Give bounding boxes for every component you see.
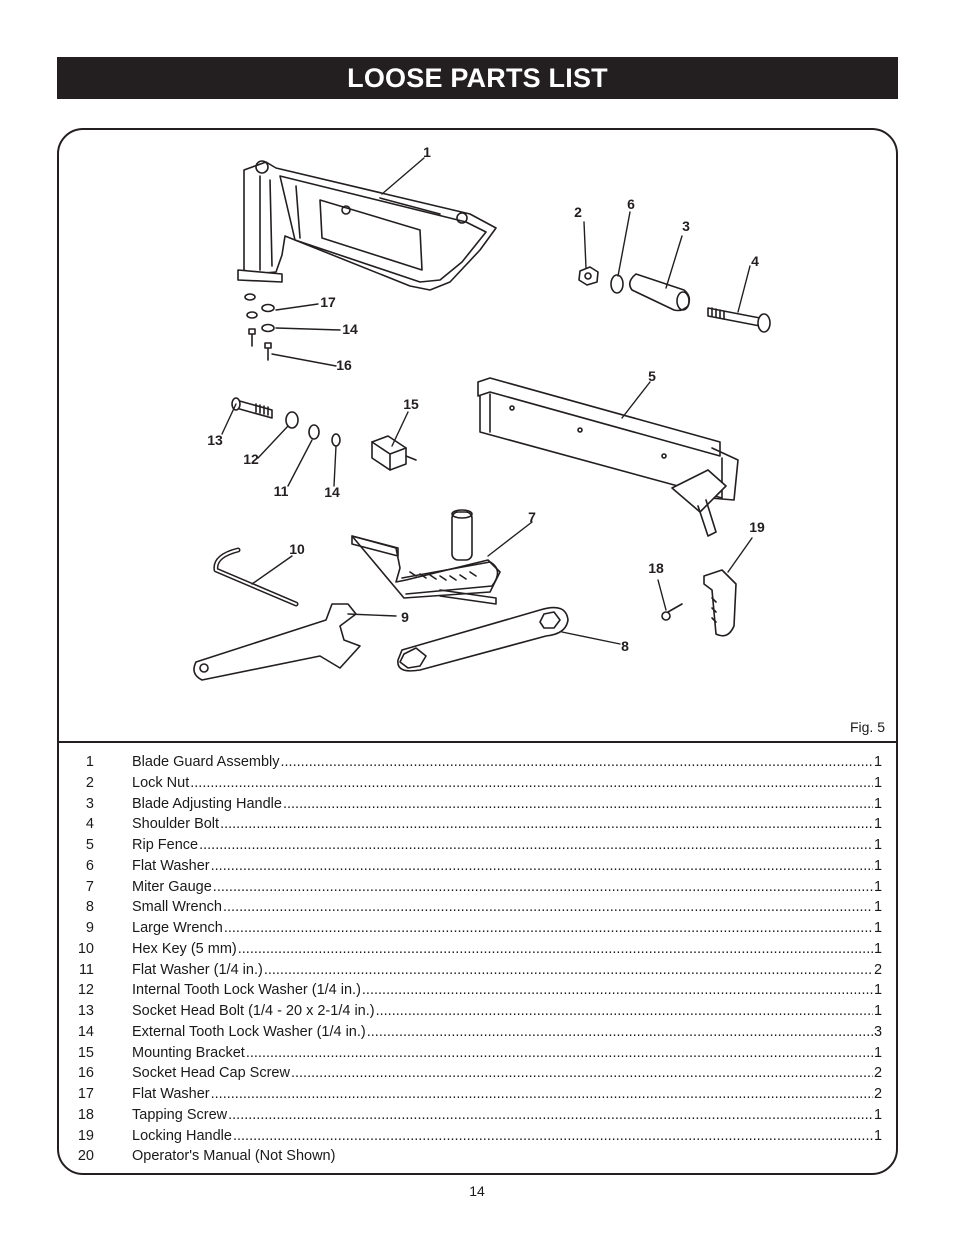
shoulder-bolt-illustration <box>708 308 770 332</box>
part-number: 12 <box>77 982 94 999</box>
part-quantity: 1 <box>874 899 883 916</box>
part-description: Large Wrench <box>132 920 223 936</box>
miter-gauge-illustration <box>352 510 500 604</box>
leader-dots <box>281 754 874 770</box>
part-quantity: 1 <box>874 774 883 791</box>
part-number: 10 <box>77 940 94 957</box>
leader-dots <box>246 1045 873 1061</box>
leader-dots <box>367 1024 873 1040</box>
locking-handle-illustration <box>704 570 736 636</box>
blade-guard-illustration <box>238 161 496 290</box>
part-description: Socket Head Bolt (1/4 - 20 x 2-1/4 in.) <box>132 1003 375 1019</box>
flat-washer-illustration <box>611 275 623 293</box>
callout-number: 19 <box>749 519 765 535</box>
part-description: Small Wrench <box>132 899 222 916</box>
part-number: 15 <box>77 1044 94 1061</box>
part-quantity: 2 <box>874 961 883 978</box>
callout-number: 15 <box>403 396 419 412</box>
parts-list-row <box>70 837 882 858</box>
leader-dots <box>213 879 873 895</box>
part-number: 13 <box>77 1003 94 1019</box>
part-quantity: 1 <box>874 1127 883 1144</box>
part-number: 8 <box>85 899 94 916</box>
callout-number: 18 <box>648 560 664 576</box>
leader-dots <box>220 816 873 832</box>
page-title: LOOSE PARTS LIST <box>347 62 608 93</box>
section-divider <box>57 741 898 743</box>
large-wrench-illustration <box>194 604 360 680</box>
part-description: Socket Head Cap Screw <box>132 1065 290 1082</box>
part-quantity: 1 <box>874 982 883 999</box>
leader-dots <box>233 1128 873 1144</box>
callout-number: 2 <box>574 204 582 220</box>
parts-list-row <box>70 858 882 879</box>
parts-list-row <box>70 1086 882 1107</box>
parts-list-row <box>70 754 882 775</box>
part-description: Operator's Manual (Not Shown) <box>132 1148 336 1165</box>
part-number: 17 <box>77 1086 94 1102</box>
part-description: External Tooth Lock Washer (1/4 in.) <box>132 1023 366 1040</box>
part-quantity: 1 <box>874 1044 883 1061</box>
part-number: 2 <box>85 774 94 791</box>
lock-nut-illustration <box>579 267 598 285</box>
leader-dots <box>228 1107 873 1123</box>
callout-number: 14 <box>342 321 358 337</box>
parts-list-row <box>70 1107 882 1128</box>
hex-key-illustration <box>216 550 296 604</box>
parts-list-row <box>70 1128 882 1149</box>
part-description: Locking Handle <box>132 1127 232 1144</box>
leader-dots <box>283 796 873 812</box>
part-quantity: 1 <box>874 940 883 957</box>
callout-number: 12 <box>243 451 259 467</box>
callout-number: 7 <box>528 509 536 525</box>
callout-number: 8 <box>621 638 629 654</box>
part-number: 5 <box>85 837 94 853</box>
part-number: 18 <box>77 1106 94 1123</box>
small-wrench-illustration <box>398 608 568 671</box>
callout-number: 3 <box>682 218 690 234</box>
part-description: Miter Gauge <box>132 878 212 895</box>
part-number: 11 <box>78 961 94 978</box>
part-description: Blade Guard Assembly <box>132 754 280 770</box>
part-quantity: 3 <box>874 1023 883 1040</box>
part-number: 3 <box>85 795 94 812</box>
parts-list-row <box>70 920 882 941</box>
parts-list-row <box>70 816 882 837</box>
parts-diagram <box>59 130 895 740</box>
part-quantity: 1 <box>874 857 883 874</box>
part-description: Lock Nut <box>132 774 190 791</box>
part-description: Shoulder Bolt <box>132 816 220 833</box>
leader-dots <box>291 1065 873 1081</box>
part-quantity: 1 <box>874 795 883 812</box>
hardware-13-12-11-14 <box>232 398 340 446</box>
leader-dots <box>190 775 873 791</box>
callout-number: 14 <box>324 484 340 500</box>
parts-list-row <box>70 775 882 796</box>
part-description: Rip Fence <box>132 837 199 853</box>
part-quantity: 1 <box>874 1106 883 1123</box>
parts-list-row <box>70 1148 882 1169</box>
part-quantity: 1 <box>874 878 883 895</box>
part-number: 20 <box>77 1148 94 1165</box>
callout-number: 13 <box>207 432 223 448</box>
leader-dots <box>199 837 873 853</box>
parts-list-row <box>70 962 882 983</box>
part-number: 1 <box>85 754 94 770</box>
part-quantity: 1 <box>874 1003 883 1019</box>
part-number: 14 <box>77 1023 94 1040</box>
rip-fence-illustration <box>478 378 738 536</box>
part-description: Mounting Bracket <box>132 1044 245 1061</box>
part-description: Tapping Screw <box>132 1106 228 1123</box>
leader-dots <box>223 899 873 915</box>
callout-number: 17 <box>320 294 336 310</box>
part-number: 4 <box>85 816 94 833</box>
leader-dots <box>238 941 873 957</box>
parts-list-row <box>70 1045 882 1066</box>
leader-dots <box>264 962 873 978</box>
parts-list-row <box>70 1003 882 1024</box>
parts-list-row <box>70 982 882 1003</box>
part-description: Flat Washer <box>132 857 210 874</box>
callout-number: 11 <box>273 483 289 499</box>
part-description: Flat Washer (1/4 in.) <box>132 961 263 978</box>
callout-number: 4 <box>751 253 759 269</box>
part-quantity: 1 <box>874 816 883 833</box>
part-description: Flat Washer <box>132 1086 210 1102</box>
part-quantity: 1 <box>874 754 883 770</box>
page-number: 14 <box>469 1183 485 1199</box>
parts-list-row <box>70 796 882 817</box>
hardware-17-14-16 <box>245 294 274 360</box>
leader-dots <box>362 982 873 998</box>
parts-list <box>70 754 882 1169</box>
callout-number: 6 <box>627 196 635 212</box>
part-description: Hex Key (5 mm) <box>132 940 237 957</box>
part-number: 16 <box>77 1065 94 1082</box>
title-bar <box>57 57 898 99</box>
callout-number: 10 <box>289 541 305 557</box>
part-description: Blade Adjusting Handle <box>132 795 282 812</box>
part-quantity: 1 <box>874 920 883 936</box>
leader-dots <box>376 1003 873 1019</box>
callout-number: 16 <box>336 357 352 373</box>
part-description: Internal Tooth Lock Washer (1/4 in.) <box>132 982 361 999</box>
parts-list-row <box>70 899 882 920</box>
part-quantity: 1 <box>874 837 883 853</box>
part-number: 9 <box>85 920 94 936</box>
callout-number: 1 <box>423 144 431 160</box>
parts-list-row <box>70 941 882 962</box>
part-quantity: 2 <box>874 1086 883 1102</box>
parts-list-row <box>70 879 882 900</box>
callout-number: 9 <box>401 609 409 625</box>
figure-label: Fig. 5 <box>849 719 885 735</box>
part-number: 6 <box>85 857 94 874</box>
part-quantity: 2 <box>874 1065 883 1082</box>
leader-dots <box>211 1086 873 1102</box>
leader-dots <box>224 920 873 936</box>
blade-adjusting-handle-illustration <box>630 274 690 311</box>
parts-list-row <box>70 1024 882 1045</box>
callout-number: 5 <box>648 368 656 384</box>
parts-list-row <box>70 1065 882 1086</box>
leader-dots <box>211 858 873 874</box>
part-number: 19 <box>77 1127 94 1144</box>
part-number: 7 <box>85 878 94 895</box>
